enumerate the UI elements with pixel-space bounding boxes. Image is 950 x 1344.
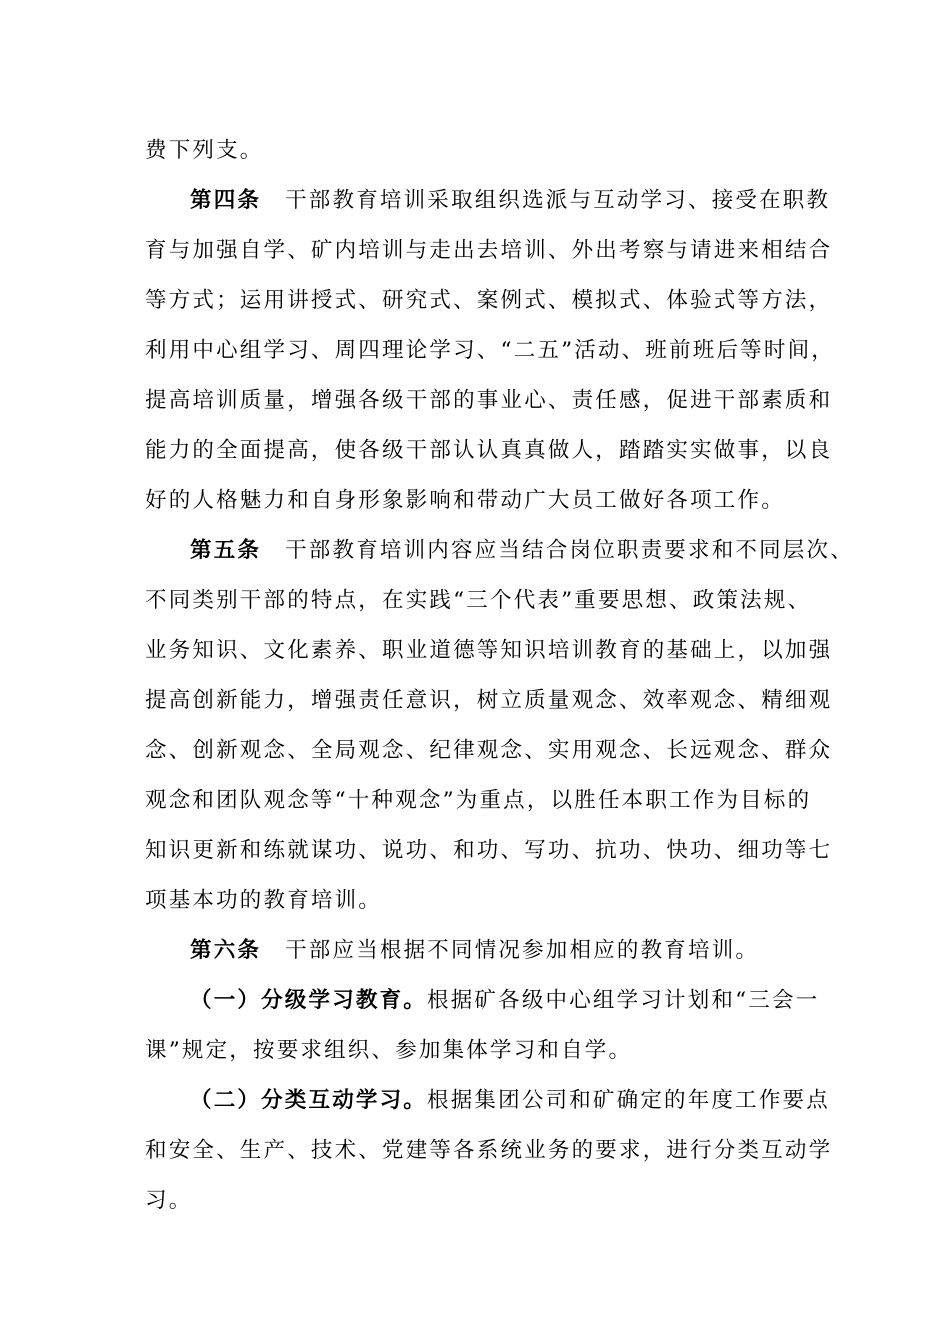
text-line xyxy=(145,286,832,316)
text-line xyxy=(145,836,832,866)
line-text: 项基本功的教育培训。 xyxy=(145,888,383,913)
line-text: 利用中心组学习、周四理论学习、“二五”活动、班前班后等时间， xyxy=(145,338,835,363)
line-text: 根据矿各级中心组学习计划和“三会一 xyxy=(427,988,820,1013)
article-6-line xyxy=(190,936,759,966)
text-line xyxy=(145,436,832,466)
line-text: 育与加强自学、矿内培训与走出去培训、外出考察与请进来相结合 xyxy=(145,238,833,263)
text-line xyxy=(145,1186,192,1216)
line-text: 习。 xyxy=(145,1188,193,1213)
line-text: 干部应当根据不同情况参加相应的教育培训。 xyxy=(285,938,760,963)
item-1-line xyxy=(190,986,819,1016)
line-text: 业务知识、文化素养、职业道德等知识培训教育的基础上，以加强 xyxy=(145,638,833,663)
line-text: 能力的全面提高，使各级干部认认真真做人，踏踏实实做事，以良 xyxy=(145,438,833,463)
text-line xyxy=(145,786,811,816)
text-line xyxy=(145,136,264,166)
line-text: 干部教育培训采取组织选派与互动学习、接受在职教 xyxy=(285,188,831,213)
line-text: 念、创新观念、全局观念、纪律观念、实用观念、长远观念、群众 xyxy=(145,738,833,763)
text-line xyxy=(145,1036,632,1066)
line-text: 费下列支。 xyxy=(145,138,264,163)
text-line xyxy=(145,636,832,666)
line-text: 观念和团队观念等“十种观念”为重点，以胜任本职工作为目标的 xyxy=(145,788,812,813)
text-line xyxy=(145,486,785,516)
line-text: 不同类别干部的特点，在实践“三个代表”重要思想、政策法规、 xyxy=(145,588,812,613)
text-line xyxy=(145,686,832,716)
text-line xyxy=(145,236,832,266)
line-text: 干部教育培训内容应当结合岗位职责要求和不同层次、 xyxy=(285,538,854,563)
article-5-line xyxy=(190,536,854,566)
text-line xyxy=(145,586,811,616)
article-4-line xyxy=(190,186,830,216)
line-text: 等方式；运用讲授式、研究式、案例式、模拟式、体验式等方法， xyxy=(145,288,833,313)
text-line xyxy=(145,386,832,416)
line-text: 课”规定，按要求组织、参加集体学习和自学。 xyxy=(145,1038,633,1063)
item-2-line xyxy=(190,1086,830,1116)
article-6-heading: 第六条 xyxy=(190,938,262,963)
line-text: 和安全、生产、技术、党建等各系统业务的要求，进行分类互动学 xyxy=(145,1138,833,1163)
text-line xyxy=(145,886,382,916)
text-line xyxy=(145,1136,832,1166)
line-text: 根据集团公司和矿确定的年度工作要点 xyxy=(427,1088,830,1113)
item-2-heading: （二）分类互动学习。 xyxy=(190,1088,428,1113)
line-text: 提高培训质量，增强各级干部的事业心、责任感，促进干部素质和 xyxy=(145,388,833,413)
article-4-heading: 第四条 xyxy=(190,188,262,213)
item-1-heading: （一）分级学习教育。 xyxy=(190,988,428,1013)
line-text: 提高创新能力，增强责任意识，树立质量观念、效率观念、精细观 xyxy=(145,688,833,713)
article-5-heading: 第五条 xyxy=(190,538,262,563)
line-text: 好的人格魅力和自身形象影响和带动广大员工做好各项工作。 xyxy=(145,488,785,513)
line-text: 知识更新和练就谋功、说功、和功、写功、抗功、快功、细功等七 xyxy=(145,838,833,863)
text-line xyxy=(145,736,832,766)
text-line xyxy=(145,336,835,366)
